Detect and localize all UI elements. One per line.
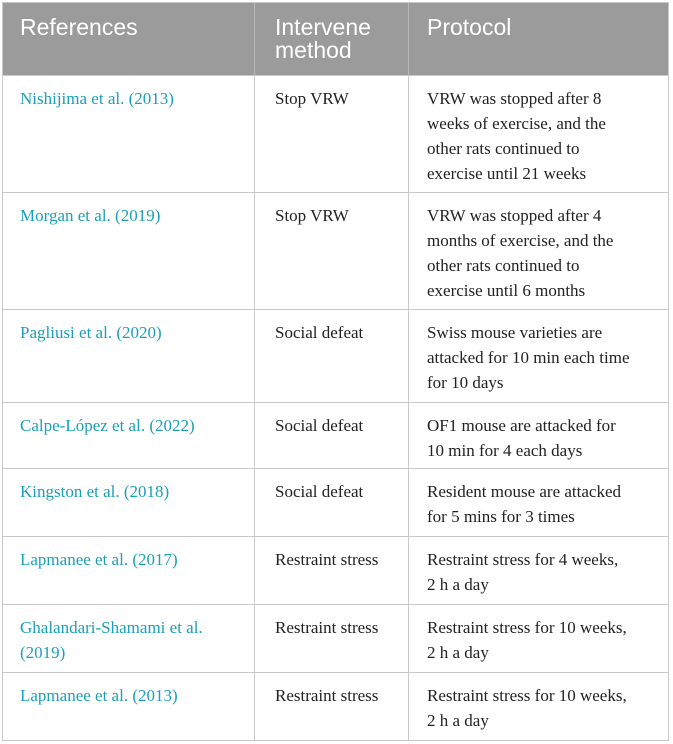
- reference-link[interactable]: Lapmanee et al. (2017): [20, 550, 178, 569]
- method-cell: Social defeat: [254, 469, 408, 536]
- table-header: [3, 3, 668, 75]
- table-row: [3, 192, 668, 309]
- method-cell: Restraint stress: [254, 605, 408, 672]
- table-row: [3, 672, 668, 740]
- reference-link[interactable]: Calpe-López et al. (2022): [20, 416, 195, 435]
- method-cell: Social defeat: [254, 403, 408, 468]
- protocol-cell: Restraint stress for 4 weeks, 2 h a day: [408, 537, 668, 604]
- reference-link[interactable]: Nishijima et al. (2013): [20, 89, 174, 108]
- data-table: [2, 2, 669, 741]
- method-cell: Stop VRW: [254, 76, 408, 192]
- protocol-cell: Resident mouse are attacked for 5 mins for 3 times: [408, 469, 668, 536]
- table-row: [3, 75, 668, 192]
- table-row: [3, 536, 668, 604]
- method-cell: Restraint stress: [254, 673, 408, 740]
- protocol-cell: Restraint stress for 10 weeks, 2 h a day: [408, 605, 668, 672]
- protocol-cell: VRW was stopped after 8 weeks of exercise, and the other rats continued to exercise until 21 weeks: [408, 76, 668, 192]
- reference-link[interactable]: Kingston et al. (2018): [20, 482, 170, 501]
- reference-link[interactable]: Pagliusi et al. (2020): [20, 323, 162, 342]
- method-cell: Social defeat: [254, 310, 408, 402]
- protocol-cell: OF1 mouse are attacked for 10 min for 4 each days: [408, 403, 668, 468]
- table-row: [3, 604, 668, 672]
- reference-link[interactable]: Lapmanee et al. (2013): [20, 686, 178, 705]
- protocol-cell: Swiss mouse varieties are attacked for 10 min each time for 10 days: [408, 310, 668, 402]
- header-references: References: [20, 14, 138, 40]
- protocol-cell: VRW was stopped after 4 months of exercise, and the other rats continued to exercise until 6 months: [408, 193, 668, 309]
- header-protocol: Protocol: [408, 3, 668, 75]
- method-cell: Restraint stress: [254, 537, 408, 604]
- method-cell: Stop VRW: [254, 193, 408, 309]
- table-row: [3, 402, 668, 468]
- reference-link[interactable]: Morgan et al. (2019): [20, 206, 161, 225]
- table-row: [3, 309, 668, 402]
- reference-link[interactable]: Ghalandari-Shamami et al. (2019): [20, 618, 203, 662]
- protocol-cell: Restraint stress for 10 weeks, 2 h a day: [408, 673, 668, 740]
- table-row: [3, 468, 668, 536]
- header-intervene-method: Intervene method: [254, 3, 408, 75]
